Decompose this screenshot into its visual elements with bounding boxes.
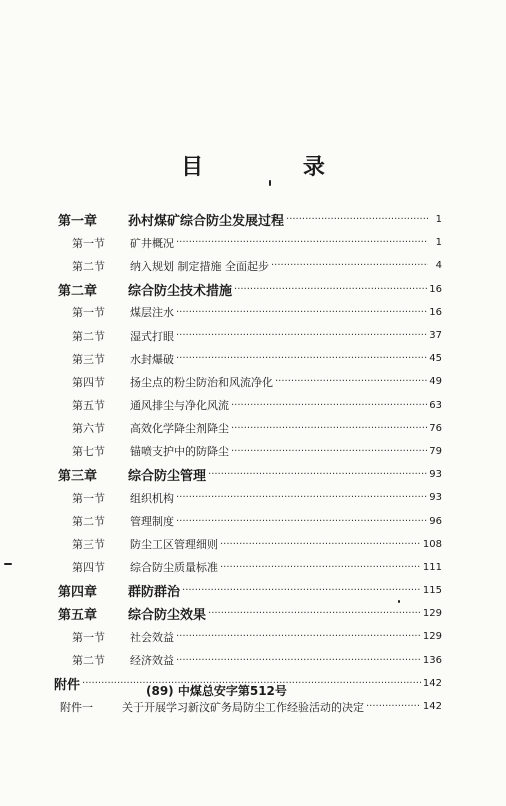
toc-number: 第二节 xyxy=(72,654,105,668)
toc-label: 关于开展学习新汶矿务局防尘工作经验活动的决定 xyxy=(122,700,364,714)
toc-label: 群防群治 xyxy=(128,585,181,601)
toc-page: 136 xyxy=(422,654,442,666)
toc-page: 63 xyxy=(429,399,442,411)
toc-page: 142 xyxy=(422,701,442,713)
toc-page: 111 xyxy=(422,561,442,573)
toc-number: 第一节 xyxy=(72,236,105,250)
toc-number: 第三章 xyxy=(58,469,98,485)
toc-page: 45 xyxy=(429,353,442,365)
toc-leader xyxy=(271,260,428,271)
toc-number: 第五章 xyxy=(58,608,98,624)
toc-row[interactable] xyxy=(58,440,442,463)
toc-leader xyxy=(208,608,421,619)
toc-label: 高效化学降尘剂降尘 xyxy=(130,422,229,436)
toc-page: 93 xyxy=(429,492,442,504)
toc-label: 综合防尘效果 xyxy=(128,608,207,624)
toc-leader xyxy=(231,400,427,411)
toc-leader xyxy=(176,353,427,364)
toc-leader xyxy=(286,214,428,225)
toc-row[interactable] xyxy=(58,533,442,556)
toc-leader xyxy=(275,376,427,387)
toc-label: 综合防尘管理 xyxy=(128,469,207,485)
toc-page: 1 xyxy=(435,237,442,249)
toc-page: 1 xyxy=(435,214,442,226)
toc-page: 4 xyxy=(435,260,442,272)
toc-number: 第七节 xyxy=(72,445,105,459)
toc-leader xyxy=(231,423,427,434)
toc-number: 附件 xyxy=(54,677,81,693)
toc-label: 水封爆破 xyxy=(130,352,174,366)
toc-label: 扬尘点的粉尘防治和风流净化 xyxy=(130,375,273,389)
toc-label: 煤层注水 xyxy=(130,306,174,320)
toc-page: 142 xyxy=(422,677,442,689)
toc-row[interactable] xyxy=(58,301,442,324)
document-reference-note: (89) 中煤总安字第512号 xyxy=(146,684,287,698)
toc-row[interactable] xyxy=(58,417,442,440)
toc-label: 组织机构 xyxy=(130,491,174,505)
toc-number: 第四节 xyxy=(72,561,105,575)
toc-row[interactable] xyxy=(58,463,442,486)
toc-label: 锚喷支护中的防降尘 xyxy=(130,445,229,459)
toc-leader xyxy=(234,284,427,295)
toc-label: 纳入规划 制定措施 全面起步 xyxy=(130,259,269,273)
toc-page: 16 xyxy=(429,283,442,295)
toc-leader xyxy=(176,492,427,503)
toc-page: 108 xyxy=(422,538,442,550)
toc-page: 49 xyxy=(429,376,442,388)
toc-page: 76 xyxy=(429,422,442,434)
toc-number: 第一章 xyxy=(58,214,98,230)
toc-number: 第二节 xyxy=(72,259,105,273)
toc-label: 防尘工区管理细则 xyxy=(130,538,218,552)
toc-leader xyxy=(176,516,427,527)
toc-row[interactable] xyxy=(58,625,442,648)
toc-number: 第六节 xyxy=(72,422,105,436)
toc-leader xyxy=(176,655,421,666)
toc-label: 社会效益 xyxy=(130,630,174,644)
toc-number: 第三节 xyxy=(72,538,105,552)
toc-page: 79 xyxy=(429,445,442,457)
toc-page: 129 xyxy=(422,608,442,620)
toc-number: 第五节 xyxy=(72,399,105,413)
toc-number: 第二节 xyxy=(72,329,105,343)
print-speck xyxy=(4,563,12,565)
toc-row[interactable] xyxy=(58,324,442,347)
toc-page: 129 xyxy=(422,631,442,643)
toc-row[interactable] xyxy=(58,278,442,301)
toc-page: 96 xyxy=(429,515,442,527)
toc-row[interactable] xyxy=(58,208,442,231)
toc-number: 第二节 xyxy=(72,515,105,529)
toc-page: 16 xyxy=(429,306,442,318)
toc-label: 经济效益 xyxy=(130,654,174,668)
toc-leader xyxy=(208,469,427,480)
toc-row[interactable] xyxy=(58,370,442,393)
toc-row[interactable] xyxy=(58,579,442,602)
toc-row[interactable] xyxy=(58,254,442,277)
toc-leader xyxy=(176,237,428,248)
toc-page: 115 xyxy=(422,585,442,597)
toc-row[interactable] xyxy=(58,347,442,370)
table-of-contents xyxy=(54,208,442,718)
toc-leader xyxy=(220,562,421,573)
toc-leader xyxy=(182,585,421,596)
toc-row[interactable] xyxy=(58,556,442,579)
toc-leader xyxy=(366,701,421,712)
toc-leader xyxy=(220,539,421,550)
toc-number: 第二章 xyxy=(58,283,98,299)
toc-label: 综合防尘技术措施 xyxy=(128,283,233,299)
toc-page: 37 xyxy=(429,330,442,342)
toc-leader xyxy=(176,307,427,318)
toc-label: 通风排尘与净化风流 xyxy=(130,399,229,413)
toc-label: 管理制度 xyxy=(130,515,174,529)
page-title: 目 录 xyxy=(181,155,371,180)
toc-row[interactable] xyxy=(58,486,442,509)
toc-row[interactable] xyxy=(58,649,442,672)
toc-label: 综合防尘质量标准 xyxy=(130,561,218,575)
print-speck xyxy=(398,600,400,603)
toc-number: 第四节 xyxy=(72,375,105,389)
toc-label: 孙村煤矿综合防尘发展过程 xyxy=(128,214,285,230)
toc-number: 第一节 xyxy=(72,491,105,505)
toc-row[interactable] xyxy=(58,602,442,625)
toc-row[interactable] xyxy=(58,394,442,417)
toc-leader xyxy=(176,631,421,642)
print-speck xyxy=(269,180,271,186)
toc-page: 93 xyxy=(429,469,442,481)
toc-number: 第四章 xyxy=(58,585,98,601)
toc-leader xyxy=(176,330,427,341)
toc-number: 第一节 xyxy=(72,630,105,644)
toc-number: 第三节 xyxy=(72,352,105,366)
toc-row[interactable] xyxy=(58,231,442,254)
toc-leader xyxy=(231,446,427,457)
toc-label: 矿井概况 xyxy=(130,236,174,250)
toc-number: 第一节 xyxy=(72,306,105,320)
toc-row[interactable] xyxy=(58,509,442,532)
toc-number: 附件一 xyxy=(60,700,93,714)
toc-label: 湿式打眼 xyxy=(130,329,174,343)
